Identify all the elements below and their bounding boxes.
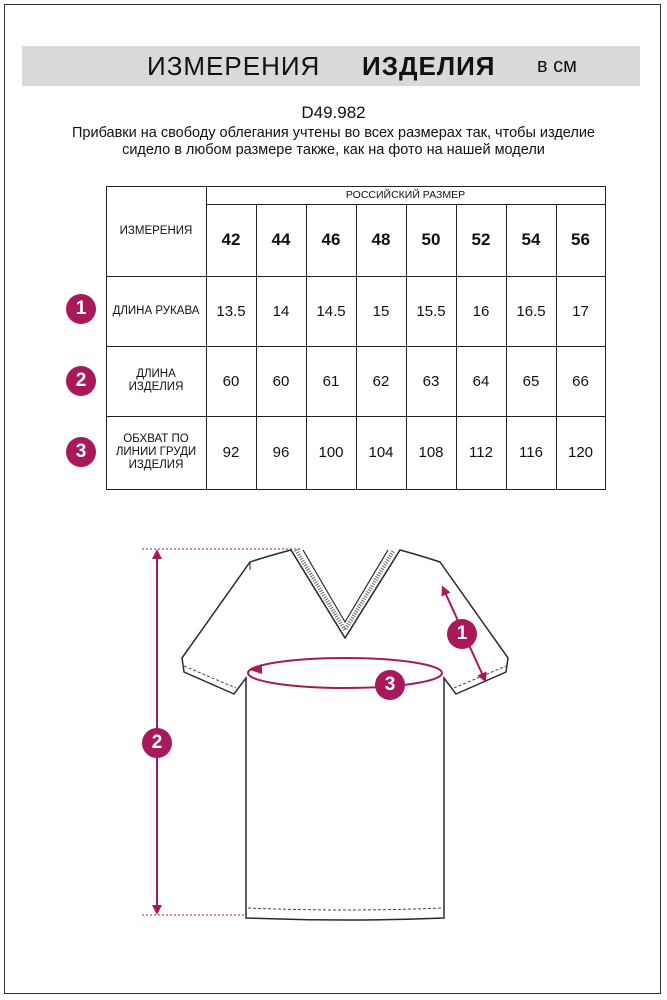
size-header-46: 46 [321,230,341,249]
table-cell: 64 [472,372,490,390]
table-cell: 116 [519,444,543,461]
table-cell: 104 [368,444,394,461]
table-grid-line [356,204,357,490]
table-corner-label: ИЗМЕРЕНИЯ [119,224,193,237]
row-label-2: ДЛИНА ИЗДЕЛИЯ [128,368,184,393]
table-cell: 16.5 [516,302,546,320]
table-grid-line [206,186,207,490]
table-cell: 13.5 [216,302,246,320]
size-group-label: РОССИЙСКИЙ РАЗМЕР [345,189,466,201]
tshirt-diagram [0,530,667,930]
table-grid-line [605,186,606,490]
table-cell: 16 [472,302,490,320]
table-grid-line [206,186,606,187]
row-badge-3: 3 [66,437,96,467]
row-label-3: ОБХВАТ ПО ЛИНИИ ГРУДИ ИЗДЕЛИЯ [115,433,197,471]
table-cell: 15.5 [416,302,446,320]
table-cell: 60 [222,372,240,390]
table-cell: 61 [322,372,340,390]
table-cell: 92 [222,444,240,461]
table-cell: 62 [372,372,390,390]
table-cell: 14 [272,302,290,320]
product-code: D49.982 [301,103,366,122]
table-grid-line [106,186,107,490]
table-cell: 100 [318,444,344,461]
table-grid-line [106,186,206,187]
table-cell: 96 [272,444,290,461]
diagram-marker-2: 2 [142,728,172,758]
size-header-48: 48 [371,230,391,249]
size-header-44: 44 [271,230,291,249]
table-grid-line [256,204,257,490]
table-cell: 15 [372,302,390,320]
table-cell: 112 [469,444,493,461]
size-header-56: 56 [571,230,590,249]
size-table [106,186,605,489]
size-header-42: 42 [221,230,241,249]
table-cell: 65 [522,372,540,390]
title-measurements: ИЗМЕРЕНИЯ [147,51,321,81]
table-grid-line [556,204,557,490]
table-cell: 14.5 [316,302,346,320]
table-grid-line [456,204,457,490]
tshirt-body [182,550,508,920]
table-cell: 17 [572,302,589,320]
row-label-1: ДЛИНА РУКАВА [112,304,200,317]
size-header-52: 52 [471,230,491,249]
title-item: ИЗДЕЛИЯ [362,51,496,81]
row-badge-1: 1 [66,294,96,324]
diagram-marker-3: 3 [375,670,405,700]
table-cell: 66 [572,372,589,390]
fit-note: Прибавки на свободу облегания учтены во всех размерах так, чтобы изделие сидело в любом размере также, как на фото на нашей модели [71,125,595,158]
table-cell: 60 [272,372,290,390]
size-header-54: 54 [521,230,541,249]
table-grid-line [306,204,307,490]
table-cell: 63 [422,372,440,390]
table-grid-line [506,204,507,490]
title-unit: в см [537,55,577,77]
row-badge-2: 2 [66,366,96,396]
size-header-50: 50 [421,230,441,249]
table-cell: 120 [567,444,594,461]
table-grid-line [406,204,407,490]
diagram-marker-1: 1 [447,619,477,649]
table-cell: 108 [418,444,444,461]
